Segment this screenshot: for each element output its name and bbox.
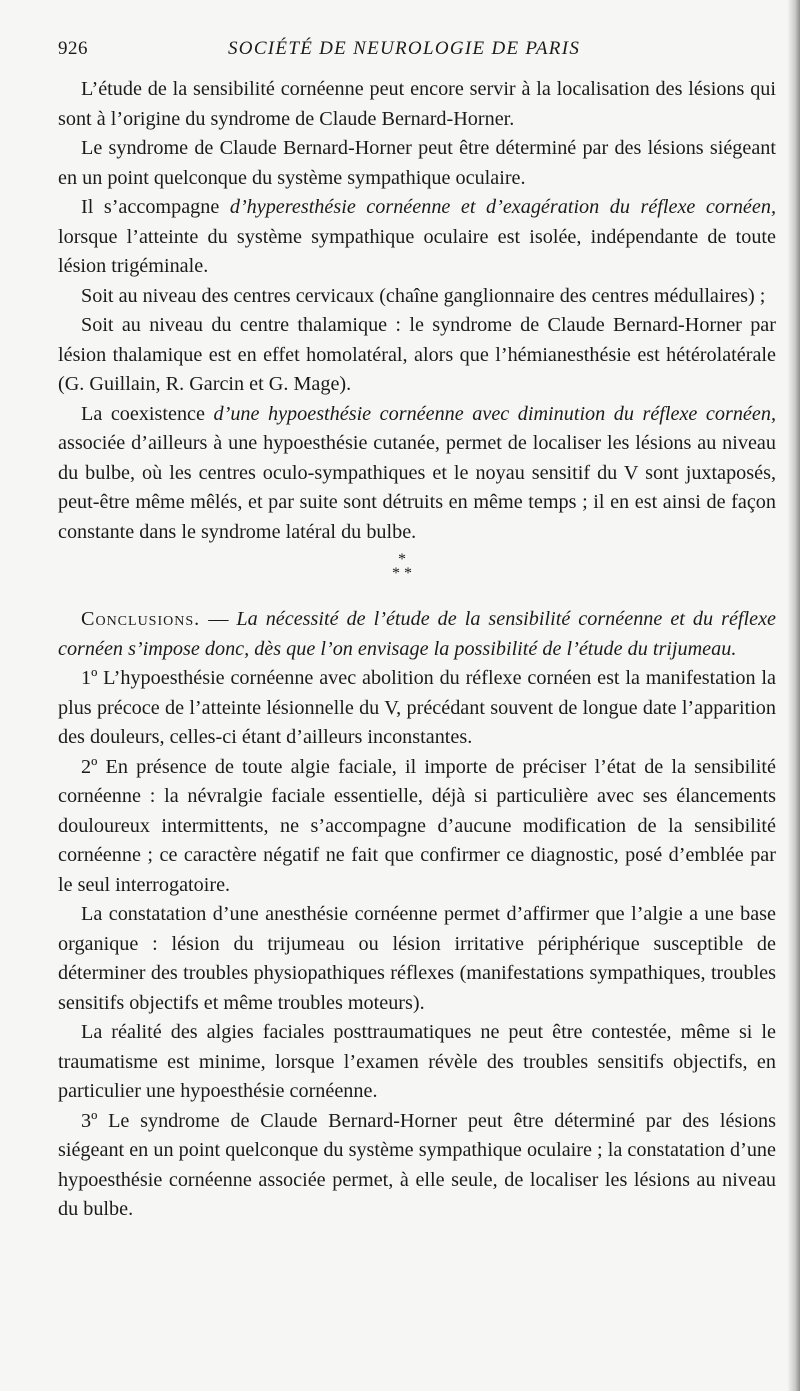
paragraph xyxy=(58,193,776,282)
paragraph-text: Il s’accompagne xyxy=(81,196,230,218)
paragraph-text: associée d’ailleurs à une hypoesthésie cutanée, permet de localiser les lésions au niveau du bulbe, où les centres oculo-sympathiques et le noyau sensitif du V sont juxtaposés, peut-être même mêlés, et par suite sont détruits en même temps ; il en est ainsi de façon constante dans le syndrome latéral du bulbe. xyxy=(58,432,776,543)
paragraph-text: La coexistence xyxy=(81,402,214,425)
emphasis-text: d’hyperesthésie cornéenne et d’exagération du réflexe cornéen, xyxy=(229,196,776,218)
paragraph-text: lorsque l’atteinte du système sympathique oculaire est isolée, indépendante de toute lésion trigéminale. xyxy=(58,225,776,277)
paragraph: 3º Le syndrome de Claude Bernard-Horner peut être déterminé par des lésions siégeant en un point quelconque du système sympathique oculaire ; la constatation d’une hypoesthésie cornéenne associée permet, à elle seule, de localiser les lésions au niveau du bulbe. xyxy=(58,1109,776,1220)
paragraph: L’étude de la sensibilité cornéenne peut encore servir à la localisation des lésions qui sont à l’origine du syndrome de Claude Bernard-Horner. xyxy=(58,78,776,130)
paragraph xyxy=(58,400,776,548)
conclusions-paragraph xyxy=(58,605,776,664)
running-title: SOCIÉTÉ DE NEUROLOGIE DE PARIS xyxy=(228,38,581,59)
conclusions-dash: — xyxy=(200,608,237,630)
conclusions-label: Conclusions. xyxy=(81,608,201,630)
article-body xyxy=(58,75,776,1225)
emphasis-text: d’une hypoesthésie cornéenne avec diminution du réflexe cornéen, xyxy=(213,402,776,425)
asterism-separator xyxy=(58,553,776,581)
asterism-bottom: * * xyxy=(392,565,412,582)
page-header xyxy=(58,38,754,68)
paragraph: Soit au niveau du centre thalamique : le syndrome de Claude Bernard-Horner par lésion thalamique est en effet homolatéral, alors que l’hémianesthésie est hétérolatérale (G. Guillain, R. Garcin et G. Mage). xyxy=(58,314,776,395)
paragraph: La réalité des algies faciales posttraumatiques ne peut être contestée, même si le traumatisme est minime, lorsque l’examen révèle des troubles sensitifs objectifs, en particulier une hypoesthésie cornéenne. xyxy=(58,1021,776,1102)
paragraph: 1º L’hypoesthésie cornéenne avec abolition du réflexe cornéen est la manifestation la plus précoce de l’atteinte lésionnelle du V, précédant souvent de longue date l’apparition des douleurs, celles-ci étant d’ailleurs inconstantes. xyxy=(58,667,776,748)
paragraph: Le syndrome de Claude Bernard-Horner peut être déterminé par des lésions siégeant en un point quelconque du système sympathique oculaire. xyxy=(58,137,776,189)
paragraph: Soit au niveau des centres cervicaux (chaîne ganglionnaire des centres médullaires) ; xyxy=(81,284,766,307)
conclusions-statement: La nécessité de l’étude de la sensibilité cornéenne et du réflexe cornéen s’impose donc, dès que l’on envisage la possibilité de l’étude du trijumeau. xyxy=(58,608,777,660)
paragraph: La constatation d’une anesthésie cornéenne permet d’affirmer que l’algie a une base organique : lésion du trijumeau ou lésion irritative périphérique susceptible de déterminer des troubles physiopathiques réflexes (manifestations sympathiques, troubles sensitifs objectifs et même troubles moteurs). xyxy=(58,903,776,1014)
asterism-top: * xyxy=(398,551,406,568)
page-number: 926 xyxy=(58,38,88,59)
page-edge-shadow xyxy=(788,0,800,1391)
paragraph: 2º En présence de toute algie faciale, il importe de préciser l’état de la sensibilité cornéenne : la névralgie faciale essentielle, déjà si particulière avec ses élancements douloureux intermittents, ne s’accompagne d’aucune modification de la sensibilité cornéenne ; ce caractère négatif ne fait que confirmer ce diagnostic, posé d’emblée par le seul interrogatoire. xyxy=(58,755,776,896)
